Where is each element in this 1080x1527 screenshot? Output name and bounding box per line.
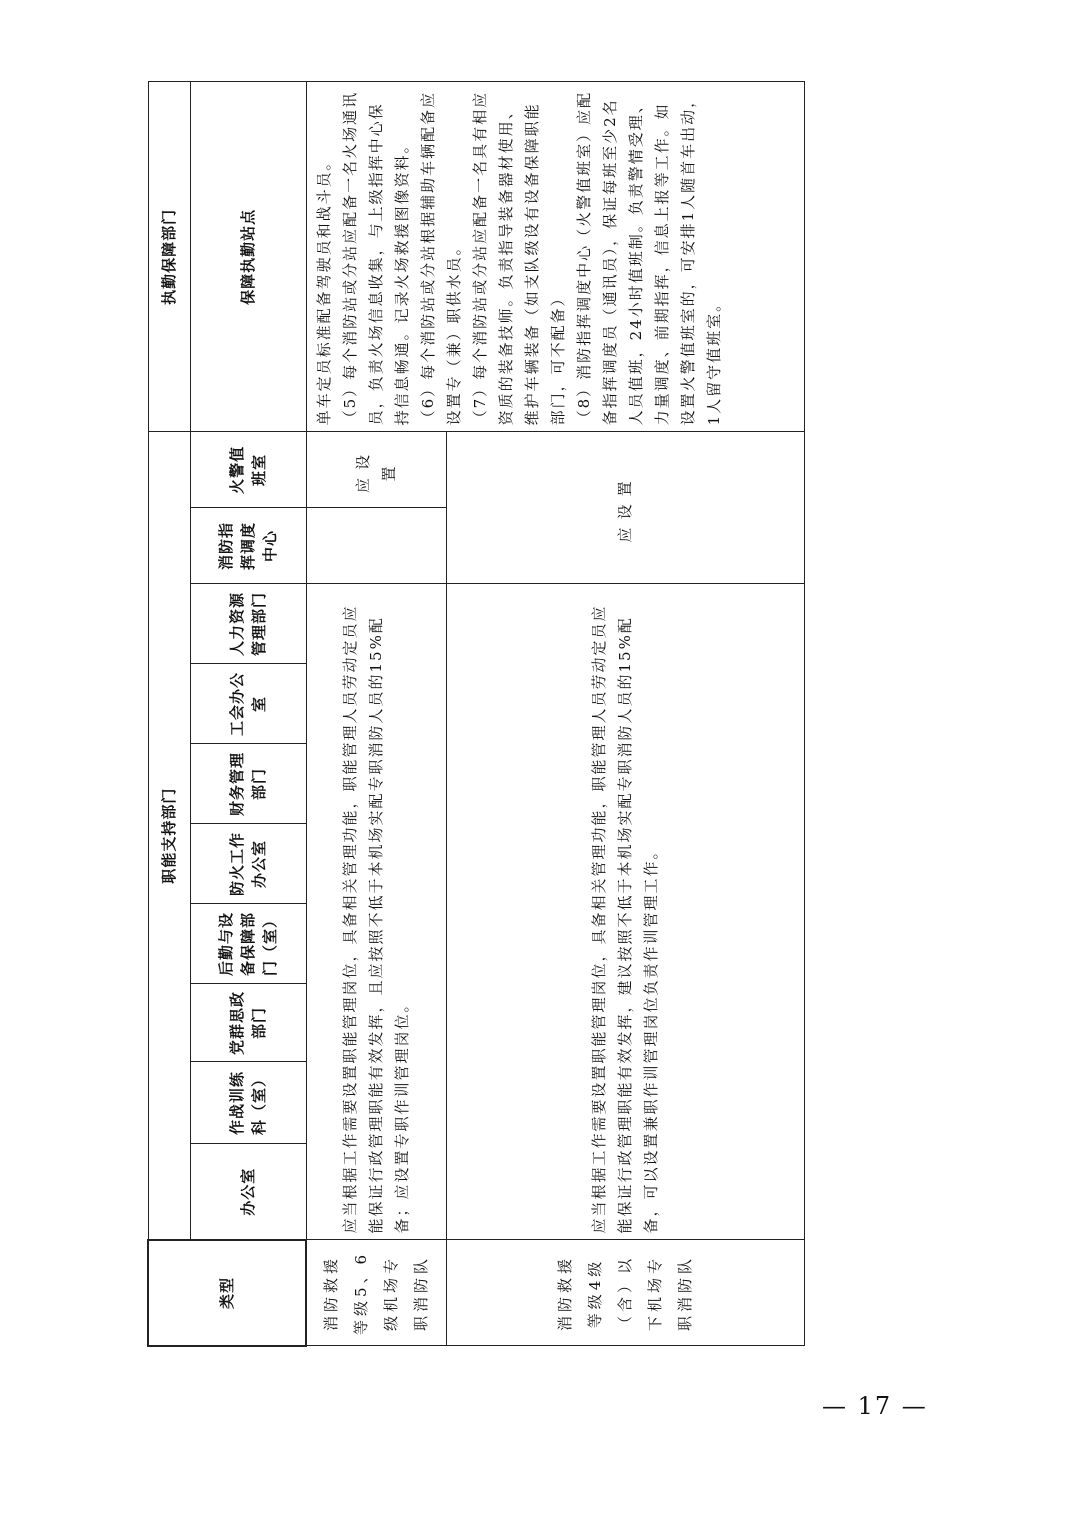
col-logistics: 后勤与设备保障部门（室） (190, 904, 306, 984)
col-alarm: 火警值班室 (190, 432, 306, 508)
col-fire-prevention: 防火工作办公室 (190, 824, 306, 904)
duty-paragraph: （5）每个消防站或分站应配备一名火场通讯员，负责火场信息收集，与上级指挥中心保持信息畅通。记录火场救援图像资料。 (340, 90, 411, 426)
col-union: 工会办公室 (190, 664, 306, 744)
duty-group-header: 执勤保障部门 (148, 82, 190, 432)
col-finance: 财务管理部门 (190, 744, 306, 824)
col-party: 党群思政部门 (190, 984, 306, 1062)
support-text: 应当根据工作需要设置职能管理岗位，具备相关管理功能，职能管理人员劳动定员应能保证行政管理职能有效发挥，且应按照不低于本机场实配专职消防人员的15%配备；应设置专职作训管理岗位。 (306, 584, 446, 1240)
alarm-cell: 应设置 (446, 432, 804, 584)
col-hr: 人力资源管理部门 (190, 584, 306, 664)
type-header: 类型 (148, 1240, 306, 1346)
col-training: 作战训练科（室） (190, 1062, 306, 1144)
duty-paragraph: （8）消防指挥调度中心（火警值班室）应配备指挥调度员（通讯员），保证每班至少2名人员值班，24小时值班制。负责警情受理、力量调度、前期指挥，信息上报等工作。如设置火警值班室的，可安排1人随首车出动，1人留守值班室。 (574, 90, 723, 426)
rotated-table-wrapper (147, 83, 803, 1347)
col-office: 办公室 (190, 1144, 306, 1240)
duty-paragraph: 单车定员标准配备驾驶员和战斗员。 (314, 153, 333, 426)
support-group-header: 职能支持部门 (148, 432, 190, 1240)
duty-paragraph: （7）每个消防站或分站应配备一名具有相应资质的装备技师。负责指导装备器材使用、维护车辆装备（如支队级设有设备保障职能部门，可不配备） (470, 90, 567, 426)
col-dispatch: 消防指挥调度中心 (190, 508, 306, 584)
duty-text (306, 82, 804, 432)
staffing-table (147, 81, 805, 1347)
row-type: 消防救援等级5、6级机场专职消防队 (306, 1240, 446, 1346)
row-type: 消防救援等级4级（含）以下机场专职消防队 (446, 1240, 804, 1346)
table-row (306, 82, 446, 1346)
alarm-cell: 应设置 (306, 432, 446, 508)
support-text: 应当根据工作需要设置职能管理岗位，具备相关管理功能，职能管理人员劳动定员应能保证行政管理职能有效发挥，建议按照不低于本机场实配专职消防人员的15%配备，可以设置兼职作训管理岗位负责作训管理工作。 (446, 584, 804, 1240)
col-posts: 保障执勤站点 (190, 82, 306, 432)
page-number: — 17 — (822, 1392, 928, 1420)
duty-paragraph: （6）每个消防站或分站根据辅助车辆配备应设置专（兼）职供水员。 (418, 90, 463, 426)
dispatch-cell (306, 508, 446, 584)
